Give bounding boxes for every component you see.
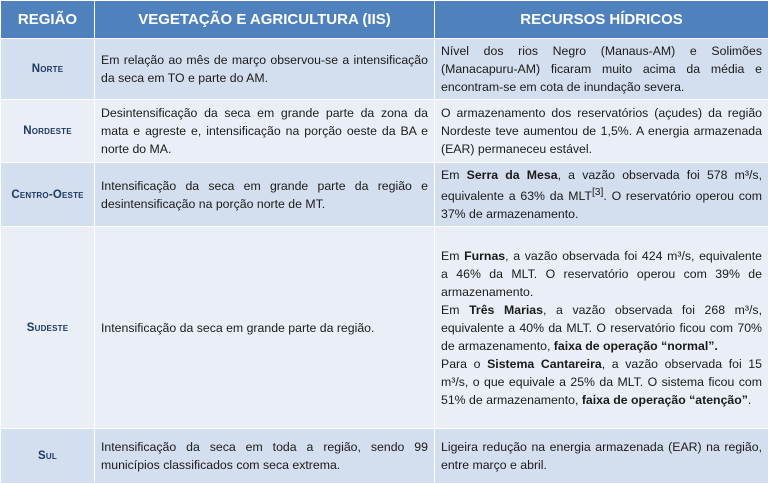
table-row-norte — [1, 39, 768, 100]
header-row — [1, 1, 768, 39]
furnas-paragraph: Em Furnas, a vazão observada foi 424 m³/s, equivalente a 46% da MLT. O reservatório operou com 39% de armazenamento. — [441, 247, 762, 301]
header-water-resources: RECURSOS HÍDRICOS — [435, 1, 768, 39]
vegetation-cell: Intensificação da seca em grande parte da região e desintensificação na porção norte de MT. — [95, 163, 435, 227]
water-cell: Nível dos rios Negro (Manaus-AM) e Solimões (Manacapuru-AM) ficaram muito acima da média e encontram-se em cota de inundação severa. — [435, 39, 768, 100]
reservoir-name: Serra da Mesa — [467, 168, 558, 182]
region-label: Centro-Oeste — [1, 163, 95, 227]
water-cell: Em Serra da Mesa, a vazão observada foi 578 m³/s, equivalente a 63% da MLT[3]. O reservatório operou com 37% de armazenamento. — [435, 163, 768, 227]
region-label: Norte — [1, 39, 95, 100]
region-label: Sudeste — [1, 227, 95, 429]
region-label: Nordeste — [1, 100, 95, 163]
vegetation-cell: Desintensificação da seca em grande parte da zona da mata e agreste e, intensificação na porção oeste da BA e norte do MA. — [95, 100, 435, 163]
vegetation-cell: Intensificação da seca em toda a região, sendo 99 municípios classificados com seca extrema. — [95, 429, 435, 484]
table-row-sul — [1, 429, 768, 484]
table-row-centro-oeste — [1, 163, 768, 227]
region-label: Sul — [1, 429, 95, 484]
vegetation-cell: Intensificação da seca em grande parte da região. — [95, 227, 435, 429]
water-cell — [435, 227, 768, 429]
table-row-nordeste — [1, 100, 768, 163]
table-row-sudeste — [1, 227, 768, 429]
header-region: REGIÃO — [1, 1, 95, 39]
water-cell: O armazenamento dos reservatórios (açudes) da região Nordeste teve aumentou de 1,5%. A energia armazenada (EAR) permaneceu estável. — [435, 100, 768, 163]
header-vegetation: VEGETAÇÃO E AGRICULTURA (IIS) — [95, 1, 435, 39]
footnote-ref: [3] — [592, 187, 603, 198]
cantareira-paragraph: Para o Sistema Cantareira, a vazão observada foi 15 m³/s, o que equivale a 25% da MLT. O sistema ficou com 51% de armazenamento, faixa de operação “atenção”. — [441, 355, 762, 409]
water-cell: Ligeira redução na energia armazenada (EAR) na região, entre março e abril. — [435, 429, 768, 484]
vegetation-cell: Em relação ao mês de março observou-se a intensificação da seca em TO e parte do AM. — [95, 39, 435, 100]
tres-marias-paragraph: Em Três Marias, a vazão observada foi 268 m³/s, equivalente a 40% da MLT. O reservatório ficou com 70% de armazenamento, faixa de operação “normal”. — [441, 301, 762, 355]
